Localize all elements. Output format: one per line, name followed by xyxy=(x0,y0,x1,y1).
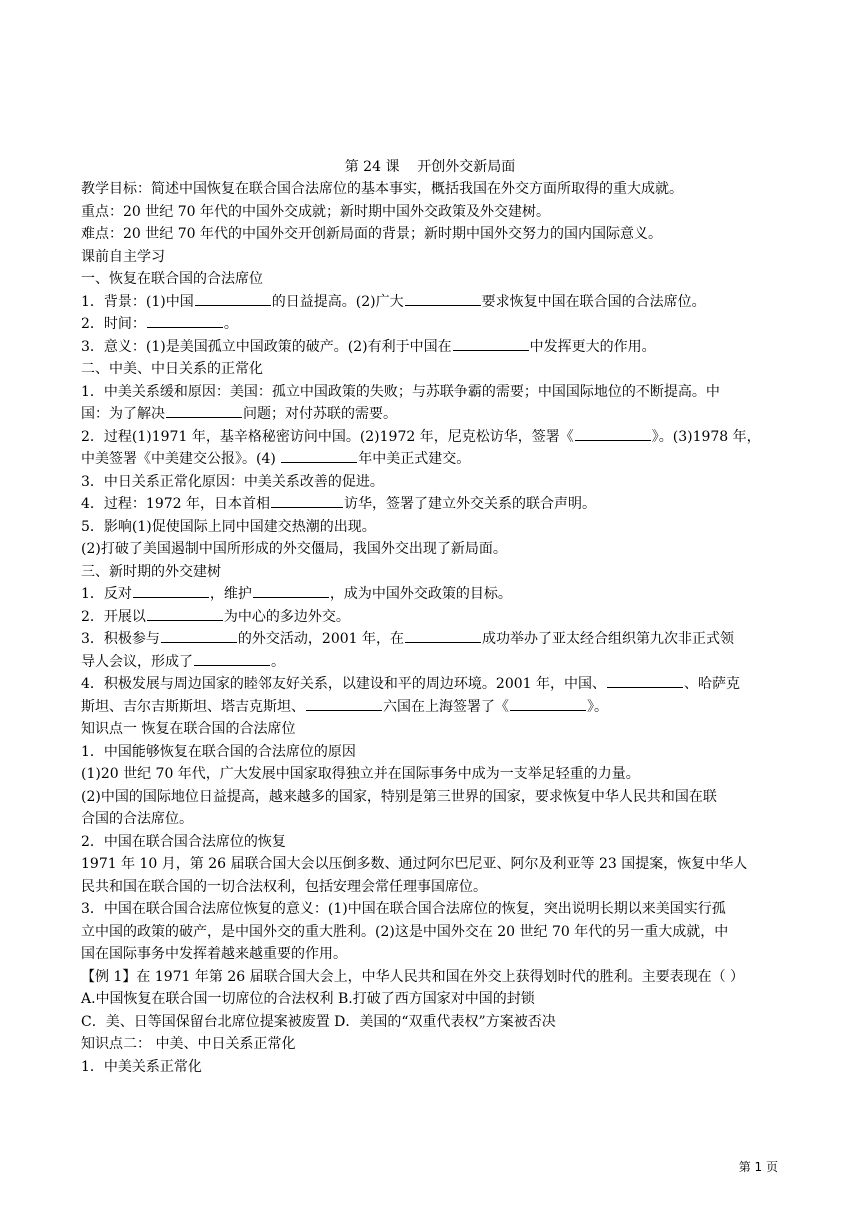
text-line: 斯坦、吉尔吉斯斯坦、塔吉克斯坦、 六国在上海签署了《 》。 xyxy=(81,696,781,719)
fill-blank xyxy=(575,426,651,441)
fill-blank xyxy=(405,628,481,643)
example-question: 【例 1】在 1971 年第 26 届联合国大会上，中华人民共和国在外交上获得划时代的胜利。主要表现在（ ） xyxy=(81,968,745,985)
text-line: 3．意义：(1)是美国孤立中国政策的破产。(2)有利于中国在 中发挥更大的作用。 xyxy=(81,336,781,359)
fill-blank xyxy=(306,696,382,711)
page-number: 第 1 页 xyxy=(738,1160,778,1174)
section-heading: 二、中美、中日关系的正常化 xyxy=(81,361,263,377)
document-body xyxy=(81,178,781,1078)
text-line: 2．时间： 。 xyxy=(81,313,781,336)
section-heading: 课前自主学习 xyxy=(81,248,165,265)
answer-option: C．美、日等国保留台北席位提案被废置 D．美国的“双重代表权”方案被否决 xyxy=(81,1013,556,1030)
text-line: 合国的合法席位。 xyxy=(81,811,193,827)
text-line: (1)20 世纪 70 年代，广大发展中国家取得独立并在国际事务中成为一支举足轻重的力量。 xyxy=(81,766,640,782)
fill-blank xyxy=(453,336,529,351)
text-line: 3．中国在联合国合法席位恢复的意义：(1)中国在联合国合法席位的恢复，突出说明长期以来美国实行孤 xyxy=(81,901,726,917)
lesson-title: 第 24 课 开创外交新局面 xyxy=(344,159,516,175)
text-line: 中美签署《中美建交公报》。(4) 年中美正式建交。 xyxy=(81,448,781,471)
text-line: 1．中国能够恢复在联合国的合法席位的原因 xyxy=(81,743,356,760)
text-line: 教学目标：简述中国恢复在联合国合法席位的基本事实，概括我国在外交方面所取得的重大成就。 xyxy=(81,181,683,197)
fill-blank xyxy=(194,651,270,666)
fill-blank xyxy=(405,291,481,306)
text-line: 国在国际事务中发挥着越来越重要的作用。 xyxy=(81,946,347,962)
text-line: 重点：20 世纪 70 年代的中国外交成就；新时期中国外交政策及外交建树。 xyxy=(81,203,550,220)
text-line: 1．中美关系缓和原因：美国：孤立中国政策的失败；与苏联争霸的需要；中国国际地位的不断提高。中 xyxy=(81,383,720,400)
fill-blank xyxy=(133,583,209,598)
text-line: 1971 年 10 月，第 26 届联合国大会以压倒多数、通过阿尔巴尼亚、阿尔及利亚等 23 国提案，恢复中华人 xyxy=(81,856,748,872)
text-line: 2．过程(1)1971 年，基辛格秘密访问中国。(2)1972 年，尼克松访华，签署《 》。(3)1978 年， xyxy=(81,426,781,449)
text-line: 1．中美关系正常化 xyxy=(81,1058,202,1075)
fill-blank xyxy=(166,403,242,418)
text-line: (2)中国的国际地位日益提高，越来越多的国家，特别是第三世界的国家，要求恢复中华人民共和国在联 xyxy=(81,788,717,805)
text-line: 难点：20 世纪 70 年代的中国外交开创新局面的背景；新时期中国外交努力的国内国际意义。 xyxy=(81,226,662,242)
text-line: (2)打破了美国遏制中国所形成的外交僵局，我国外交出现了新局面。 xyxy=(81,541,507,557)
fill-blank xyxy=(161,628,237,643)
text-line: 2．开展以 为中心的多边外交。 xyxy=(81,606,781,629)
text-line: 4．积极发展与周边国家的睦邻友好关系，以建设和平的周边环境。2001 年，中国、 、哈萨克 xyxy=(81,673,781,696)
text-line: 国：为了解决 问题；对付苏联的需要。 xyxy=(81,403,781,426)
text-line: 导人会议，形成了 。 xyxy=(81,651,781,674)
text-line: 1．反对 ，维护 ，成为中国外交政策的目标。 xyxy=(81,583,781,606)
fill-blank xyxy=(510,696,586,711)
text-line: 民共和国在联合国的一切合法权利，包括安理会常任理事国席位。 xyxy=(81,878,487,895)
fill-blank xyxy=(195,291,271,306)
text-line: 5．影响(1)促使国际上同中国建交热潮的出现。 xyxy=(81,518,376,535)
text-line: 2．中国在联合国合法席位的恢复 xyxy=(81,833,286,850)
fill-blank xyxy=(281,448,357,463)
section-heading: 一、恢复在联合国的合法席位 xyxy=(81,271,263,287)
fill-blank xyxy=(271,493,343,508)
fill-blank xyxy=(607,673,683,688)
text-line: 4．过程：1972 年，日本首相 访华，签署了建立外交关系的联合声明。 xyxy=(81,493,781,516)
text-line: 3．中日关系正常化原因：中美关系改善的促进。 xyxy=(81,473,384,490)
fill-blank xyxy=(147,313,223,328)
section-heading: 三、新时期的外交建树 xyxy=(81,563,221,580)
fill-blank xyxy=(253,583,329,598)
section-heading: 知识点一 恢复在联合国的合法席位 xyxy=(81,721,296,737)
text-line: 立中国的政策的破产，是中国外交的重大胜利。(2)这是中国外交在 20 世纪 70 年代的另一重大成就，中 xyxy=(81,923,729,940)
text-line: 1．背景：(1)中国 的日益提高。(2)广大 要求恢复中国在联合国的合法席位。 xyxy=(81,291,781,314)
fill-blank xyxy=(147,606,223,621)
answer-option: A.中国恢复在联合国一切席位的合法权利 B.打破了西方国家对中国的封锁 xyxy=(81,991,535,1007)
text-line: 3．积极参与 的外交活动，2001 年，在 成功举办了亚太经合组织第九次非正式领 xyxy=(81,628,781,651)
section-heading: 知识点二： 中美、中日关系正常化 xyxy=(81,1036,296,1052)
